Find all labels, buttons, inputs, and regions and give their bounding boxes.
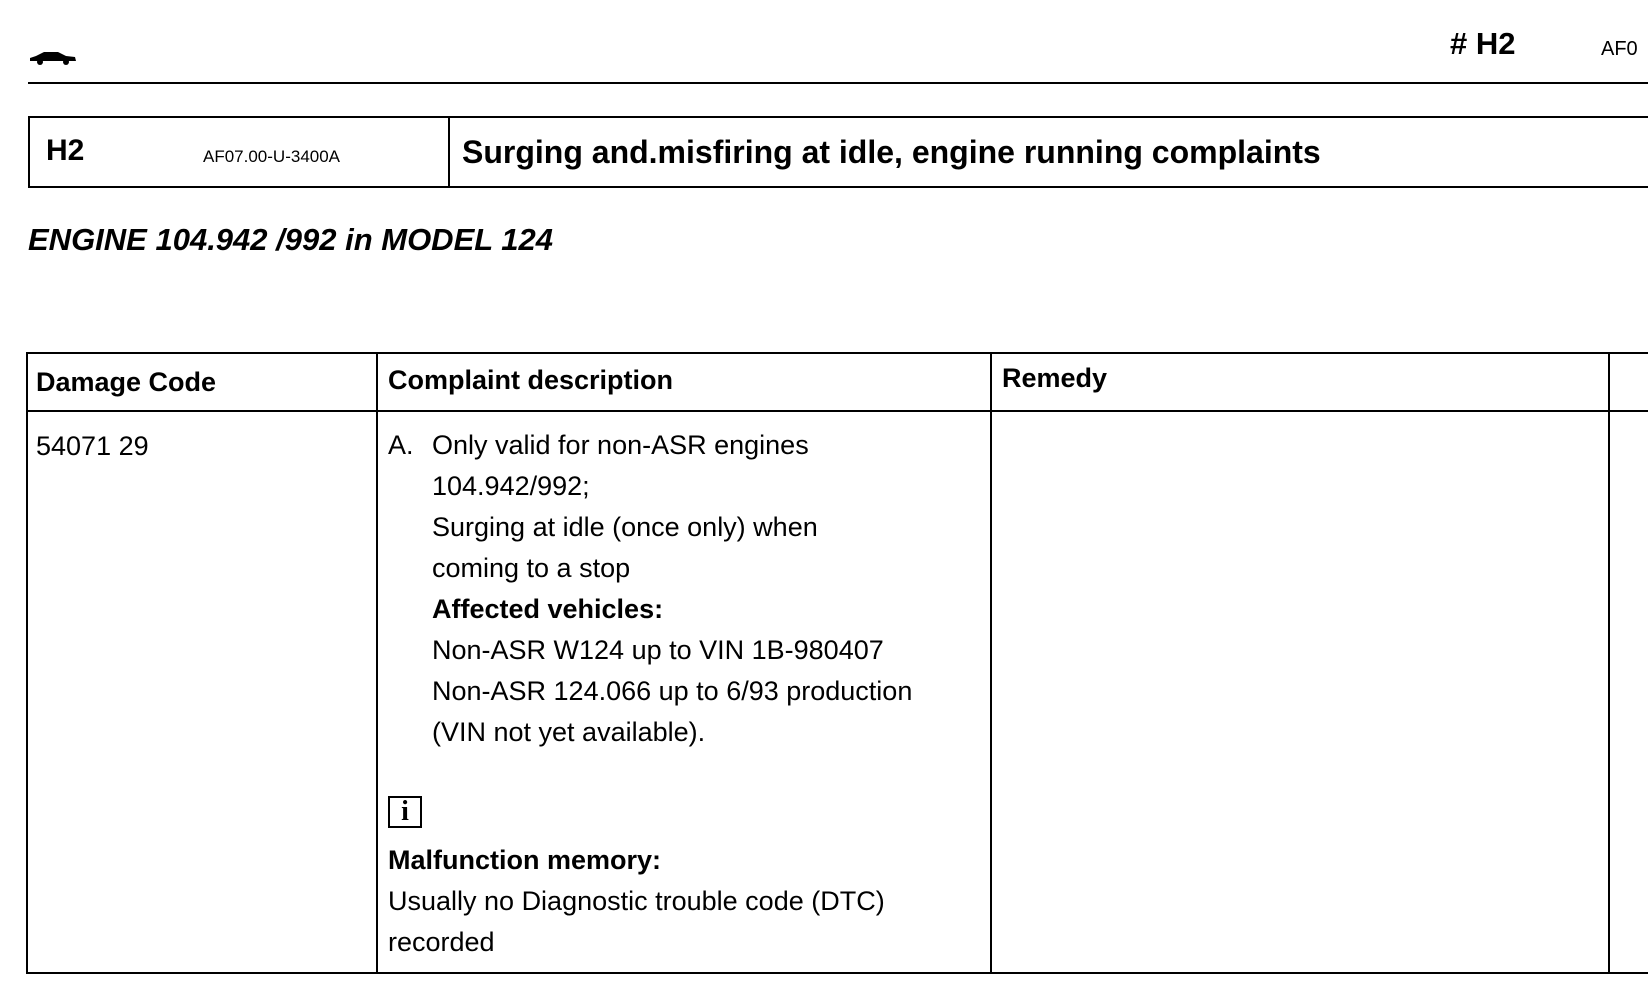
document-id: AF07.00-U-3400A: [203, 147, 341, 166]
section-title: Surging and.misfiring at idle, engine running complaints: [462, 134, 1321, 170]
table-header-border: [26, 410, 1648, 412]
title-box-divider: [448, 118, 450, 186]
page-af-code: AF0: [1601, 38, 1638, 60]
malfunction-memory-line: Usually no Diagnostic trouble code (DTC): [388, 886, 885, 916]
table-top-border: [26, 352, 1648, 354]
header-remedy: Remedy: [1002, 363, 1108, 393]
affected-vehicle-line: Non-ASR 124.066 up to 6/93 production: [432, 676, 913, 706]
damage-code-value: 54071 29: [36, 431, 149, 461]
complaint-marker: A.: [388, 430, 414, 460]
car-icon: [28, 44, 78, 66]
table-col-divider-3: [1608, 352, 1610, 974]
complaint-table: [26, 352, 1648, 976]
table-left-border: [26, 352, 28, 974]
info-icon: i: [388, 796, 422, 828]
table-bottom-border: [26, 972, 1648, 974]
complaint-line: 104.942/992;: [432, 471, 590, 501]
complaint-line: Surging at idle (once only) when: [432, 512, 818, 542]
affected-vehicle-line: Non-ASR W124 up to VIN 1B-980407: [432, 635, 884, 665]
affected-vehicles-label: Affected vehicles:: [432, 594, 664, 624]
title-box: [28, 116, 1648, 188]
complaint-line: coming to a stop: [432, 553, 631, 583]
table-col-divider-2: [990, 352, 992, 974]
malfunction-memory-line: recorded: [388, 927, 495, 957]
header-complaint-description: Complaint description: [388, 365, 674, 395]
header-damage-code: Damage Code: [36, 367, 217, 397]
engine-title: ENGINE 104.942 /992 in MODEL 124: [28, 222, 553, 257]
header-rule: [28, 82, 1648, 84]
malfunction-memory-label: Malfunction memory:: [388, 845, 662, 875]
affected-vehicle-line: (VIN not yet available).: [432, 717, 706, 747]
section-code: H2: [46, 134, 85, 167]
page-reference: # H2: [1450, 26, 1516, 61]
complaint-line: Only valid for non-ASR engines: [432, 430, 809, 460]
table-col-divider-1: [376, 352, 378, 974]
